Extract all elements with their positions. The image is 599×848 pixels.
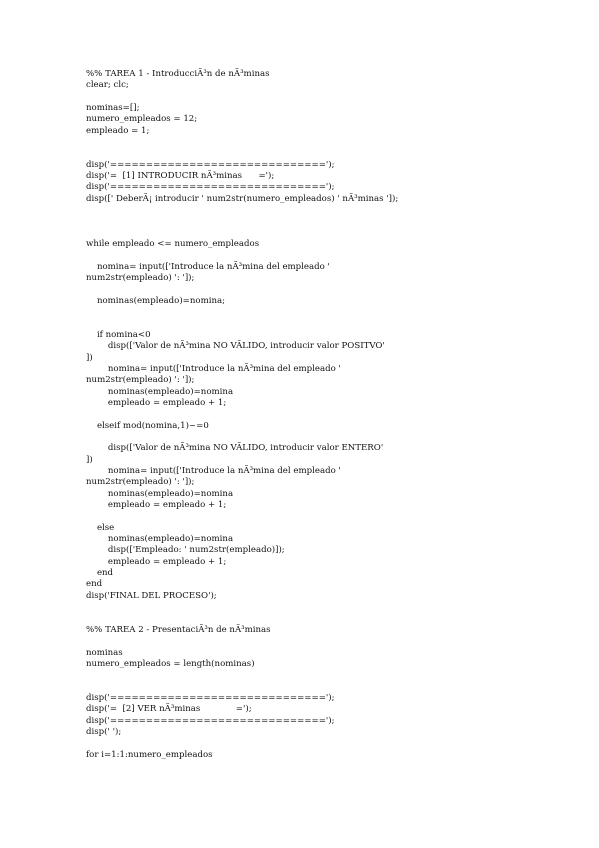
code-line: nominas(empleado)=nomina — [86, 534, 234, 545]
code-line: disp('= [2] VER nÃ³minas ='); — [86, 704, 252, 715]
code-line — [86, 92, 586, 103]
code-line: empleado = empleado + 1; — [86, 500, 227, 511]
code-line — [86, 228, 586, 239]
code-line: disp([' DeberÃ¡ introducir ' num2str(numero_empleados) ' nÃ³minas ']); — [86, 193, 399, 204]
code-line: disp('FINAL DEL PROCESO'); — [86, 590, 217, 601]
code-line — [86, 251, 586, 262]
code-line: disp(['Empleado: ' num2str(empleado)]); — [86, 545, 285, 556]
code-line: empleado = empleado + 1; — [86, 556, 227, 567]
code-line: disp(['Valor de nÃ³mina NO VÃLIDO, introducir valor POSITVO' — [86, 341, 385, 352]
code-line: end — [86, 579, 103, 590]
code-line: nominas(empleado)=nomina — [86, 386, 234, 397]
code-line — [86, 216, 586, 227]
code-line — [86, 511, 586, 522]
code-line: disp('=============================='); — [86, 159, 335, 170]
code-line: clear; clc; — [86, 80, 129, 91]
code-line: disp('= [1] INTRODUCIR nÃ³minas ='); — [86, 171, 275, 182]
code-line — [86, 636, 586, 647]
code-line — [86, 432, 586, 443]
code-line: disp(['Valor de nÃ³mina NO VÃLIDO, introducir valor ENTERO' — [86, 443, 384, 454]
code-line: nomina= input(['Introduce la nÃ³mina del empleado ' — [86, 466, 341, 477]
code-line — [86, 738, 586, 749]
code-line: disp('=============================='); — [86, 715, 335, 726]
code-line — [86, 670, 586, 681]
code-line: nominas=[]; — [86, 103, 140, 114]
code-line: elseif mod(nomina,1)~=0 — [86, 420, 209, 431]
code-line: nominas(empleado)=nomina; — [86, 295, 226, 306]
code-line: nomina= input(['Introduce la nÃ³mina del empleado ' — [86, 363, 341, 374]
code-line — [86, 205, 586, 216]
code-line: disp('=============================='); — [86, 182, 335, 193]
code-line: numero_empleados = length(nominas) — [86, 658, 255, 669]
code-line: disp('=============================='); — [86, 692, 335, 703]
code-line — [86, 682, 586, 693]
code-line: while empleado <= numero_empleados — [86, 239, 260, 250]
code-line: %% TAREA 2 - PresentaciÃ³n de nÃ³minas — [86, 624, 271, 635]
code-line: nominas(empleado)=nomina — [86, 488, 234, 499]
code-line: num2str(empleado) ': ']); — [86, 273, 195, 284]
code-line: ]) — [86, 352, 93, 363]
code-line: empleado = 1; — [86, 125, 150, 136]
code-line — [86, 614, 586, 625]
code-line: nominas — [86, 647, 123, 658]
code-line: empleado = empleado + 1; — [86, 397, 227, 408]
code-line: num2str(empleado) ': ']); — [86, 375, 195, 386]
code-line: end — [86, 568, 114, 579]
code-line — [86, 409, 586, 420]
code-line: for i=1:1:numero_empleados — [86, 749, 213, 760]
code-line: else — [86, 522, 115, 533]
code-line: nomina= input(['Introduce la nÃ³mina del empleado ' — [86, 261, 330, 272]
code-line — [86, 148, 586, 159]
code-line — [86, 307, 586, 318]
code-line — [86, 319, 586, 330]
code-line: num2str(empleado) ': ']); — [86, 477, 195, 488]
code-line — [86, 602, 586, 613]
code-line: disp(' '); — [86, 726, 122, 737]
code-line: ]) — [86, 454, 93, 465]
code-listing — [86, 69, 586, 761]
code-line: %% TAREA 1 - IntroducciÃ³n de nÃ³minas — [86, 69, 270, 79]
code-line — [86, 137, 586, 148]
code-line: if nomina<0 — [86, 329, 151, 340]
code-line — [86, 285, 586, 296]
code-line: numero_empleados = 12; — [86, 114, 198, 125]
